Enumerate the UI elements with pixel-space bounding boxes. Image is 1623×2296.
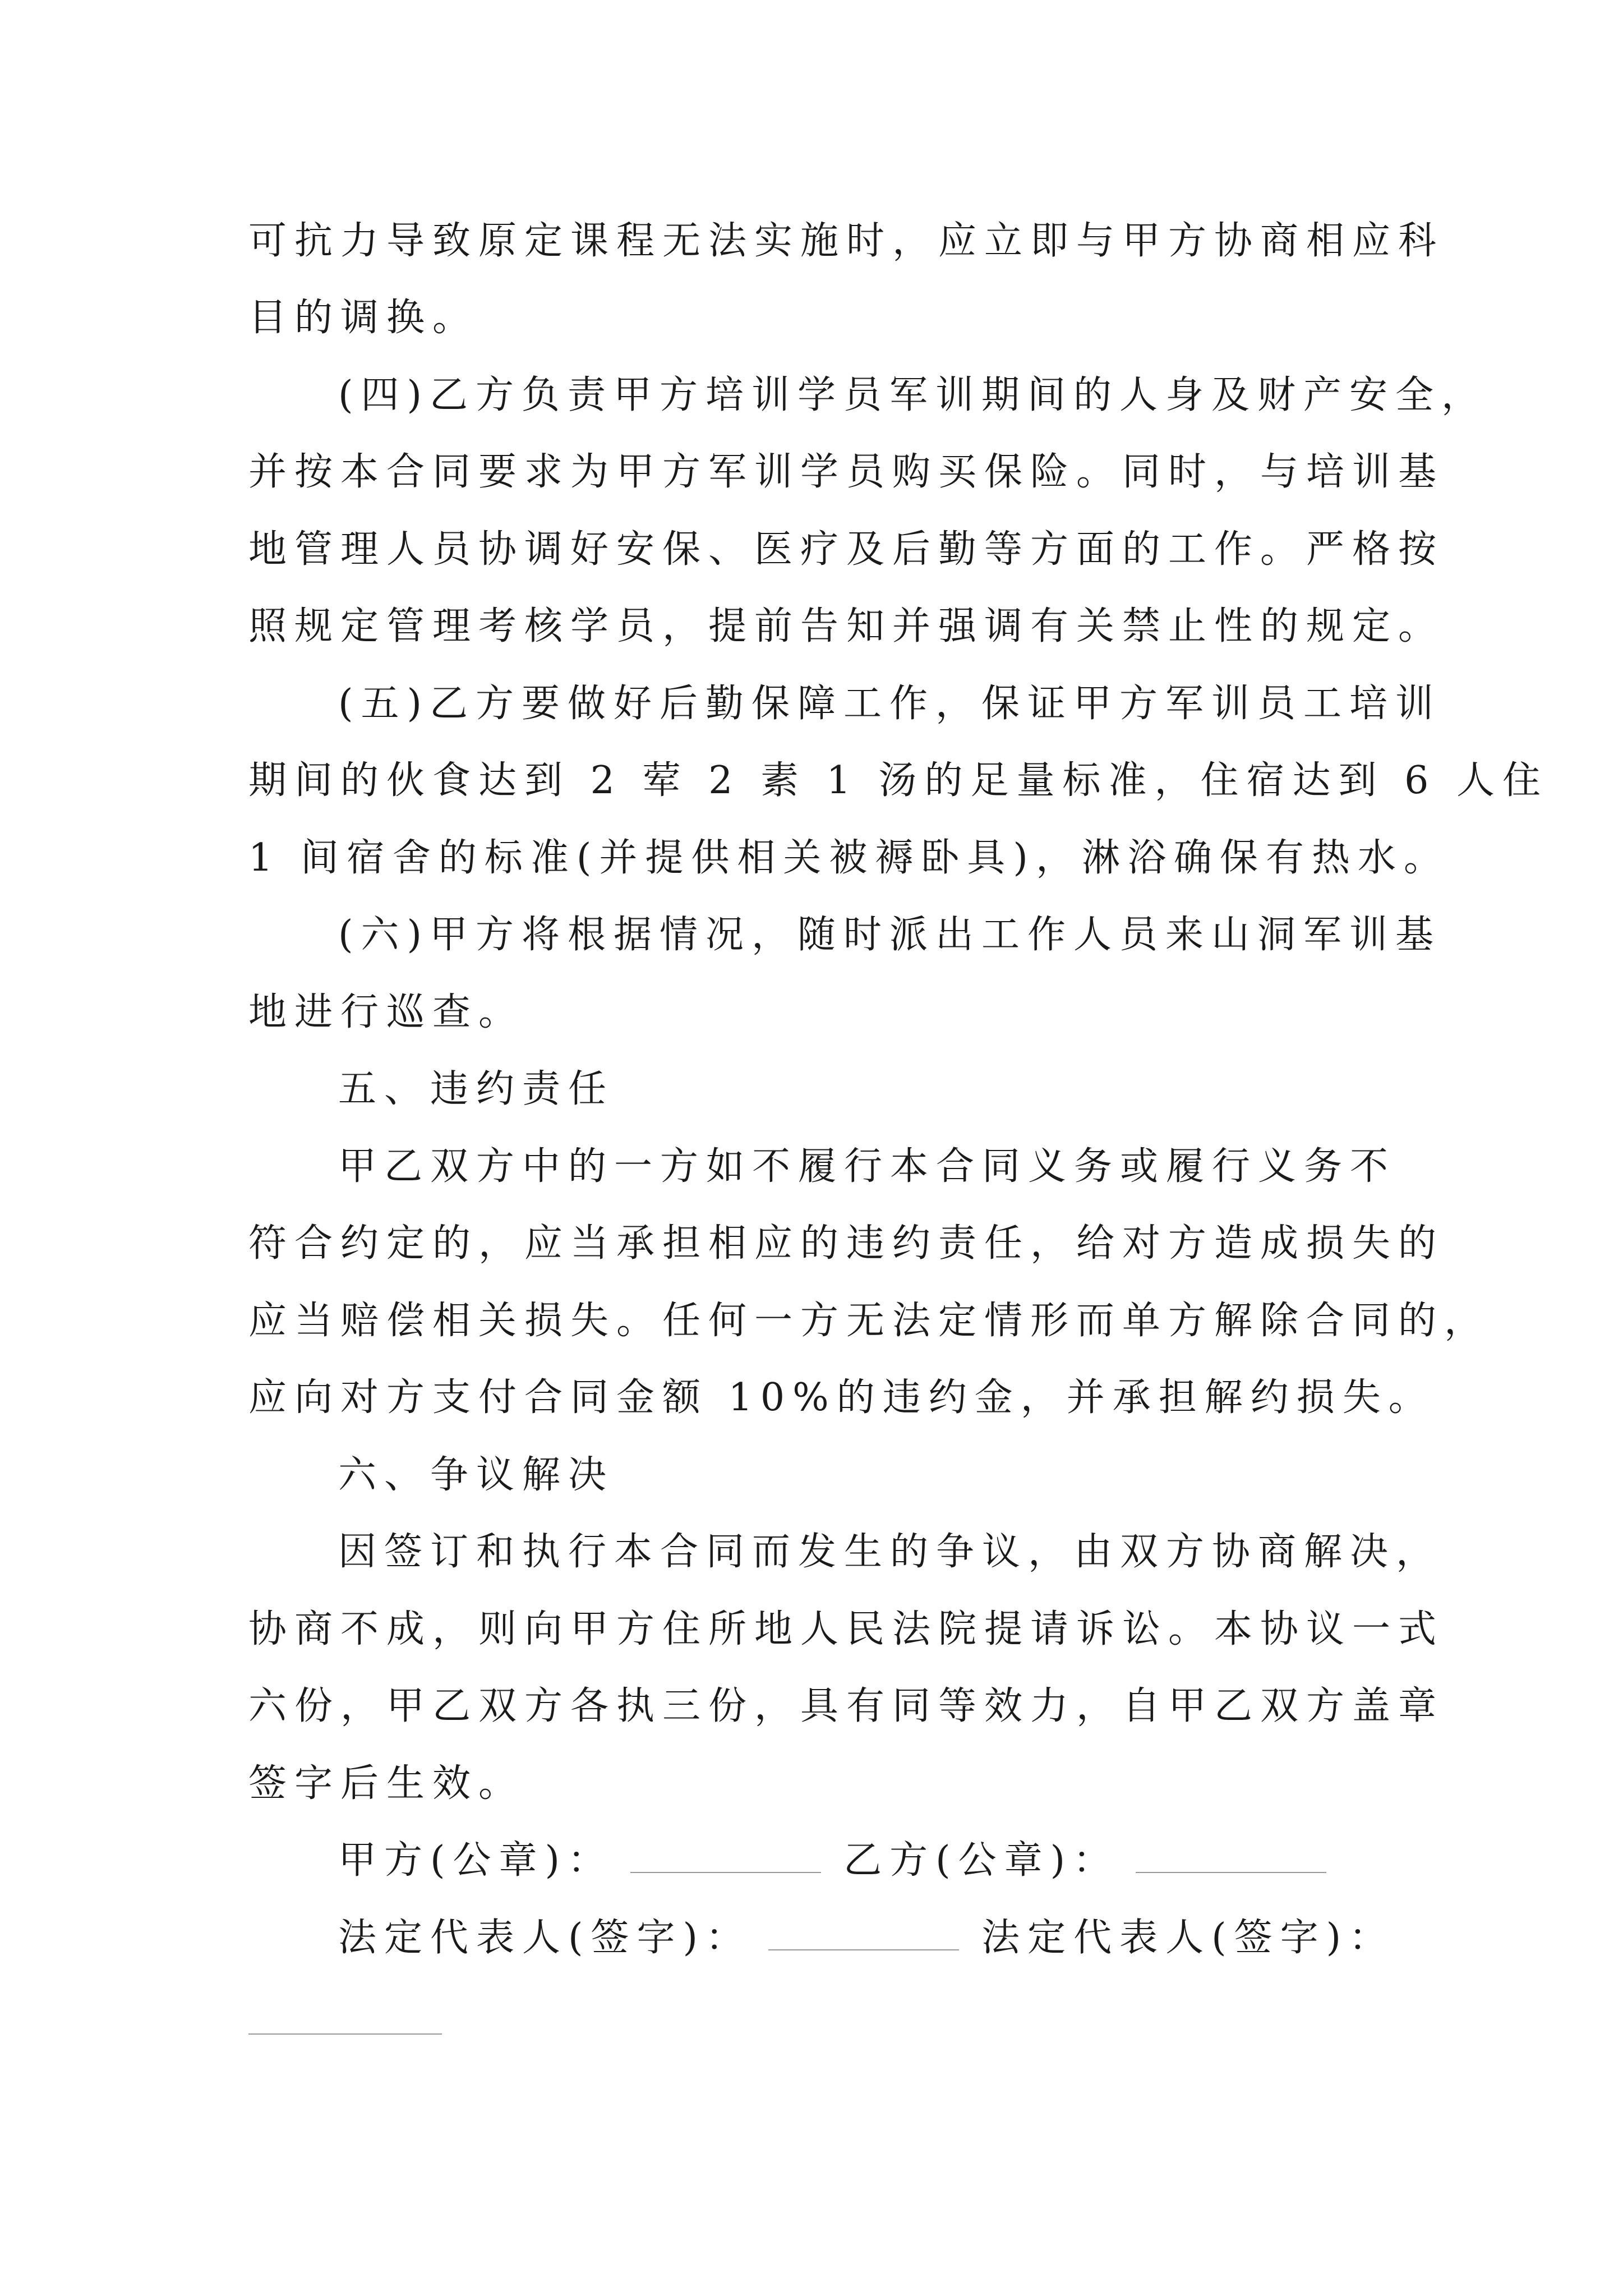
party-b-seal-label: 乙方(公章)： [843, 1838, 1119, 1883]
text-line: 地进行巡查。 [248, 990, 525, 1034]
party-b-seal-blank [1136, 1838, 1326, 1873]
text-line: 应当赔偿相关损失。任何一方无法定情形而单方解除合同的， [248, 1299, 1491, 1343]
rep-a-blank [768, 1916, 959, 1950]
text-line: 甲乙双方中的一方如不履行本合同义务或履行义务不 [338, 1144, 1396, 1189]
section-heading: 五、违约责任 [338, 1067, 615, 1111]
text-line: 并按本合同要求为甲方军训学员购买保险。同时，与培训基 [248, 450, 1445, 494]
text-line: 应向对方支付合同金额 10%的违约金，并承担解约损失。 [248, 1375, 1435, 1420]
text-line: 协商不成，则向甲方住所地人民法院提请诉讼。本协议一式 [248, 1607, 1445, 1651]
text-line: 地管理人员协调好安保、医疗及后勤等方面的工作。严格按 [248, 527, 1445, 572]
text-line: 目的调换。 [248, 296, 479, 340]
text-line: 六份，甲乙双方各执三份，具有同等效力，自甲乙双方盖章 [248, 1684, 1445, 1728]
text-line: 因签订和执行本合同而发生的争议，由双方协商解决， [338, 1530, 1442, 1574]
party-a-seal-label: 甲方(公章)： [338, 1838, 614, 1883]
signature-line [338, 1913, 1395, 1963]
text-line: 符合约定的，应当承担相应的违约责任，给对方造成损失的 [248, 1221, 1445, 1266]
seal-line [338, 1835, 1349, 1886]
section-heading: 六、争议解决 [338, 1453, 615, 1497]
rep-b-label: 法定代表人(签字)： [981, 1916, 1395, 1960]
text-line: 期间的伙食达到 2 荤 2 素 1 汤的足量标准，住宿达到 6 人住 [248, 758, 1548, 803]
text-line: 1 间宿舍的标准(并提供相关被褥卧具)，淋浴确保有热水。 [248, 836, 1450, 880]
party-a-seal-blank [630, 1838, 821, 1873]
text-line: 可抗力导致原定课程无法实施时，应立即与甲方协商相应科 [248, 219, 1445, 263]
rep-a-label: 法定代表人(签字)： [338, 1916, 752, 1960]
text-line: 签字后生效。 [248, 1761, 525, 1806]
text-line: 照规定管理考核学员，提前告知并强调有关禁止性的规定。 [248, 604, 1445, 648]
text-line: (六)甲方将根据情况，随时派出工作人员来山洞军训基 [338, 913, 1442, 957]
text-line: (五)乙方要做好后勤保障工作，保证甲方军训员工培训 [338, 682, 1442, 726]
text-line: (四)乙方负责甲方培训学员军训期间的人身及财产安全， [338, 373, 1488, 417]
rep-b-blank [248, 2033, 442, 2035]
